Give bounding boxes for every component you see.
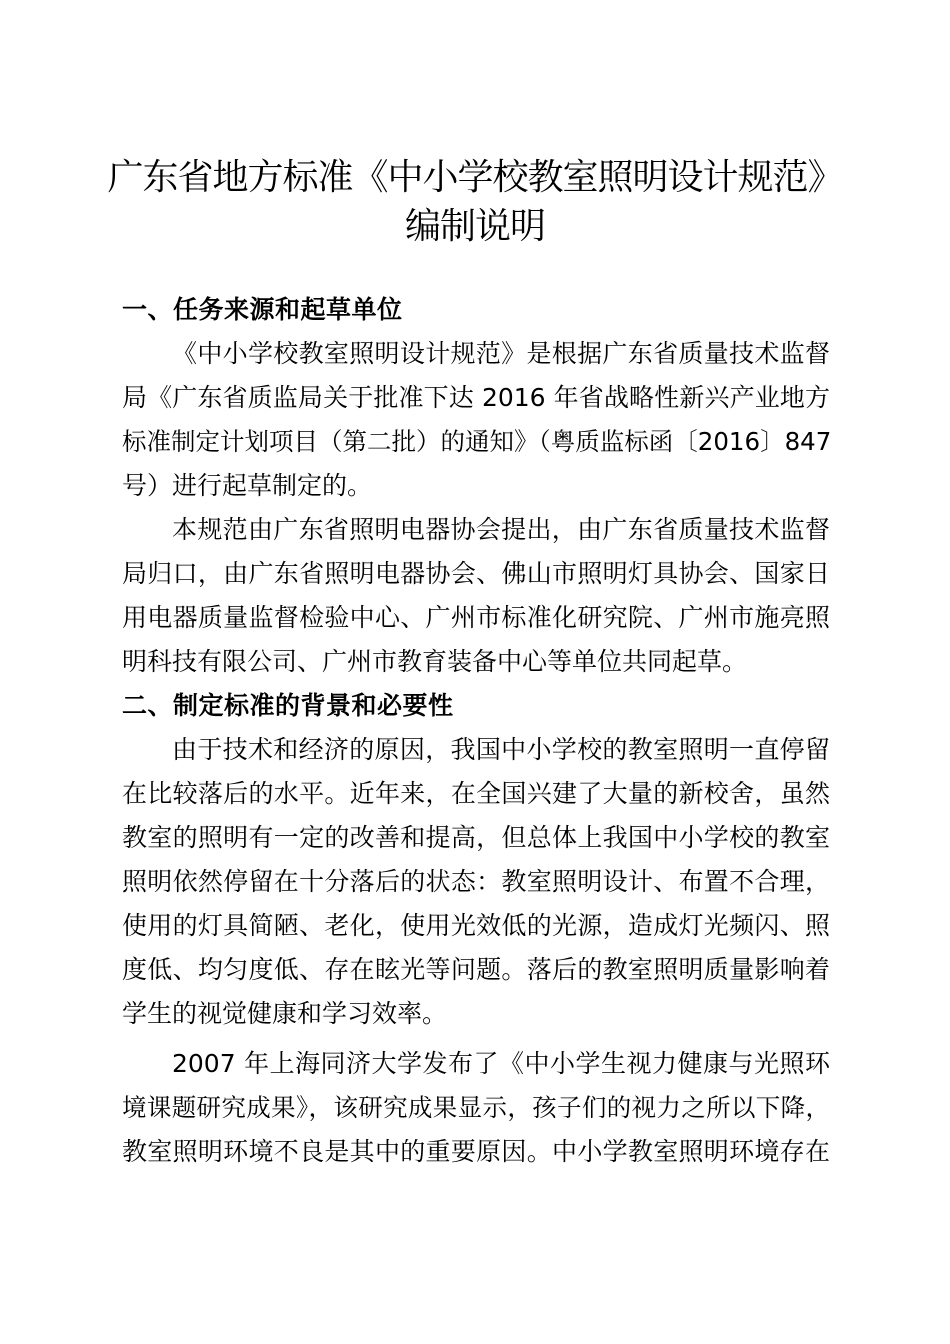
document-title-line-1: 广东省地方标准《中小学校教室照明设计规范》 bbox=[107, 157, 843, 198]
section-2-para-1-line: 由于技术和经济的原因，我国中小学校的教室照明一直停留 bbox=[172, 735, 830, 764]
section-2-para-1-line: 照明依然停留在十分落后的状态：教室照明设计、布置不合理， bbox=[122, 867, 830, 896]
section-2-para-1-line: 在比较落后的水平。近年来，在全国兴建了大量的新校舍，虽然 bbox=[122, 779, 830, 808]
section-1-para-2-line: 明科技有限公司、广州市教育装备中心等单位共同起草。 bbox=[122, 647, 748, 676]
section-2-para-1-line: 使用的灯具简陋、老化，使用光效低的光源，造成灯光频闪、照 bbox=[122, 911, 830, 940]
section-1-para-2-line: 局归口，由广东省照明电器协会、佛山市照明灯具协会、国家日 bbox=[122, 559, 830, 588]
section-2-para-2-line: 2007 年上海同济大学发布了《中小学生视力健康与光照环 bbox=[172, 1049, 830, 1078]
section-2-para-1-line: 教室的照明有一定的改善和提高，但总体上我国中小学校的教室 bbox=[122, 823, 830, 852]
section-1-para-1-line: 标准制定计划项目（第二批）的通知》（粤质监标函〔2016〕847 bbox=[122, 427, 832, 456]
section-1-para-1-line: 《中小学校教室照明设计规范》是根据广东省质量技术监督 bbox=[172, 339, 830, 368]
section-1-heading: 一、任务来源和起草单位 bbox=[122, 295, 403, 324]
section-1-para-2-line: 用电器质量监督检验中心、广州市标准化研究院、广州市施亮照 bbox=[122, 603, 830, 632]
section-2-heading: 二、制定标准的背景和必要性 bbox=[122, 691, 454, 720]
section-2-para-2-line: 境课题研究成果》，该研究成果显示，孩子们的视力之所以下降， bbox=[122, 1093, 830, 1122]
section-2-para-1-line: 度低、均匀度低、存在眩光等问题。落后的教室照明质量影响着 bbox=[122, 955, 830, 984]
section-1-para-1-line: 局《广东省质监局关于批准下达 2016 年省战略性新兴产业地方 bbox=[122, 383, 830, 412]
section-1-para-2-line: 本规范由广东省照明电器协会提出，由广东省质量技术监督 bbox=[172, 515, 830, 544]
section-2-para-2-line: 教室照明环境不良是其中的重要原因。中小学教室照明环境存在 bbox=[122, 1137, 830, 1166]
document-title-line-2: 编制说明 bbox=[404, 206, 545, 247]
section-2-para-1-line: 学生的视觉健康和学习效率。 bbox=[122, 999, 448, 1028]
section-1-para-1-line: 号）进行起草制定的。 bbox=[122, 471, 373, 500]
